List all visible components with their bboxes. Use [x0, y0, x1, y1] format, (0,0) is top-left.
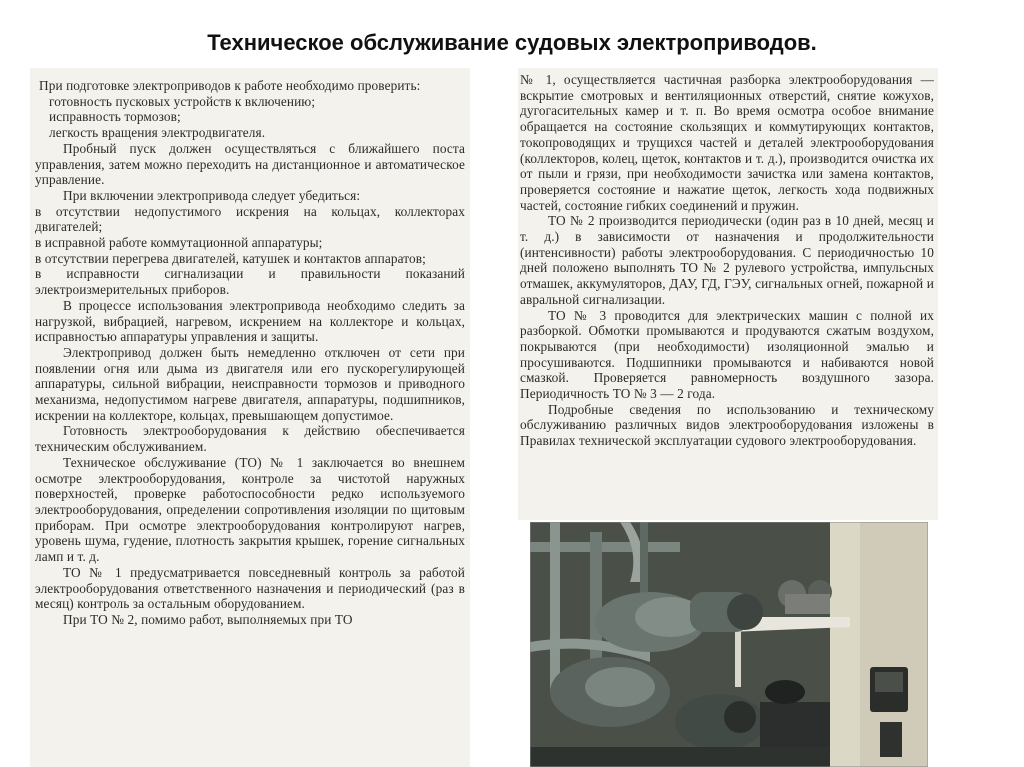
- engine-room-photo: [530, 522, 928, 767]
- paragraph: Подробные сведения по использованию и техническому обслуживанию различных видов электрооборудования изложены в Правилах технической эксплуатации судового электрооборудования.: [520, 401, 934, 449]
- scanned-text-left: [30, 68, 470, 767]
- paragraph: Техническое обслуживание (ТО) № 1 заключается во внешнем осмотре электрооборудования, контроле за чистотой наружных поверхностей, проверке работоспособности редко используемого электрооборудования, определении сопротивления изоляции по щитовым приборам. При осмотре электрооборудования контролируют нагрев, уровень шума, гудение, плотность закрытия крышек, горение сигнальных ламп и т. д.: [35, 454, 465, 565]
- paragraph: Пробный пуск должен осуществляться с ближайшего поста управления, затем можно переходить на дистанционное и автоматическое управление.: [35, 140, 465, 188]
- engine-room-photo-illustration: [530, 522, 928, 767]
- slide-title: Техническое обслуживание судовых электроприводов.: [207, 30, 817, 55]
- paragraph: в исправности сигнализации и правильности показаний электроизмерительных приборов.: [35, 266, 465, 298]
- paragraph: ТО № 1 предусматривается повседневный контроль за работой электрооборудования ответственного назначения и периодический (раз в месяц) контроль за остальным оборудованием.: [35, 564, 465, 612]
- paragraph: Готовность электрооборудования к действию обеспечивается техническим обслуживанием.: [35, 423, 465, 455]
- paragraph: ТО № 2 производится периодически (один раз в 10 дней, месяц и т. д.) в зависимости от назначения и продолжительности (интенсивности) работы электрооборудования. С периодичностью 10 дней положено выполнять ТО № 2 рулевого устройства, импульсных отмашек, аккумуляторов, ДАУ, ГД, ГЭУ, сигнальных огней, пожарной и авральной сигнализации.: [520, 213, 934, 307]
- paragraph: в отсутствии недопустимого искрения на кольцах, коллекторах двигателей;: [35, 203, 465, 235]
- paragraph: готовность пусковых устройств к включению;: [49, 93, 316, 109]
- left-text-body: [35, 78, 465, 628]
- paragraph: При включении электропривода следует убедиться:: [63, 187, 361, 203]
- paragraph: легкость вращения электродвигателя.: [49, 125, 266, 141]
- paragraph: При ТО № 2, помимо работ, выполняемых при ТО: [63, 611, 353, 627]
- scanned-text-right: [518, 68, 938, 520]
- paragraph: ТО № 3 проводится для электрических машин с полной их разборкой. Обмотки промываются и продуваются сжатым воздухом, покрываются (при необходимости) изоляционной эмалью и просушиваются. Подшипники промываются и набиваются новой смазкой. Проверяется равномерность воздушного зазора. Периодичность ТО № 3 — 2 года.: [520, 307, 934, 402]
- right-text-body: [520, 72, 934, 449]
- paragraph: в отсутствии перегрева двигателей, катушек и контактов аппаратов;: [35, 250, 426, 266]
- paragraph: в исправной работе коммутационной аппаратуры;: [35, 235, 323, 251]
- paragraph: исправность тормозов;: [49, 109, 181, 125]
- paragraph: Электропривод должен быть немедленно отключен от сети при появлении огня или дыма из двигателя или его пускорегулирующей аппаратуры, сильной вибрации, неисправности тормозов и приводного механизма, недопустимом нагреве двигателя, аппаратуры, подшипников, искрении на коллекторе, кольцах, превышающем допустимое.: [35, 344, 465, 423]
- paragraph: В процессе использования электропривода необходимо следить за нагрузкой, вибрацией, нагревом, искрением на коллекторе и кольцах, исправностью аппаратуры управления и защиты.: [35, 297, 465, 345]
- paragraph: № 1, осуществляется частичная разборка электрооборудования — вскрытие смотровых и вентиляционных отверстий, снятие кожухов, дугогасительных камер и т. п. Во время осмотра особое внимание обращается на состояние скользящих и коммутирующих контактов, токопроводящих и трущихся частей и деталей электрооборудования (коллекторов, колец, щеток, контактов и т. д.), производится очистка их от пыли и грязи, при необходимости зачистка или замена контактов, проверяется состояние и нажатие щеток, легкость хода подвижных частей, состояние гибких соединений и пружин.: [520, 72, 934, 213]
- paragraph: При подготовке электроприводов к работе необходимо проверить:: [39, 78, 421, 93]
